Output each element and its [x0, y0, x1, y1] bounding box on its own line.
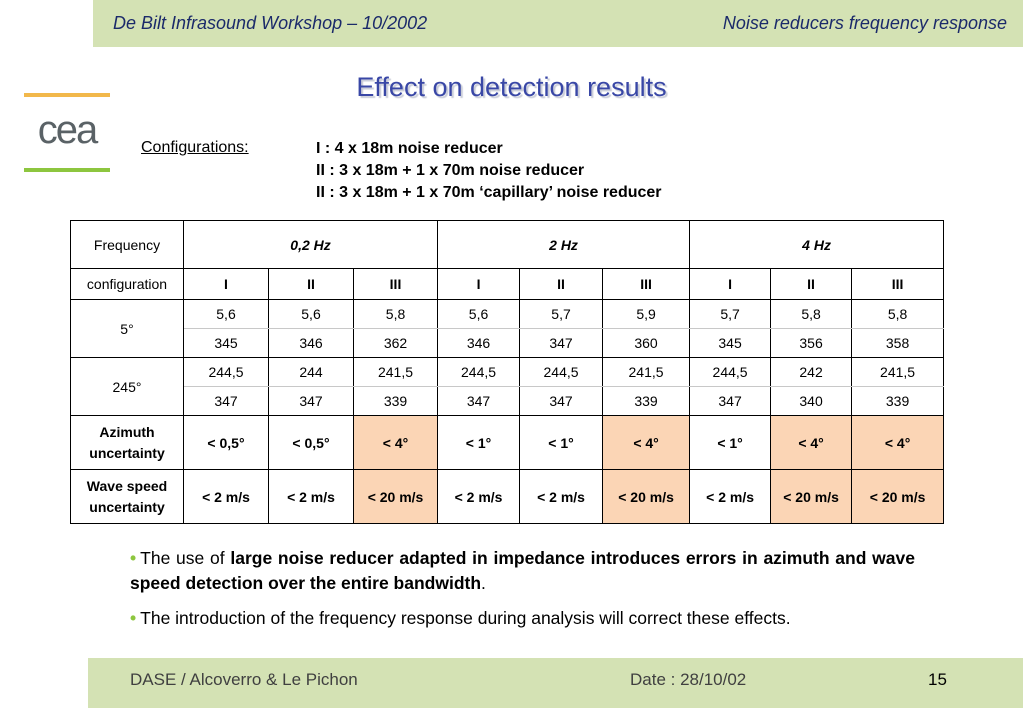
table-cell: 339	[354, 387, 438, 416]
footer-authors: DASE / Alcoverro & Le Pichon	[130, 670, 358, 689]
bullet-text: .	[481, 573, 486, 593]
configuration-cell: III	[603, 269, 690, 300]
table-cell: 244,5	[438, 358, 520, 387]
azimuth-uncertainty-cell: < 1°	[438, 416, 520, 470]
bullet-bold-text: large noise reducer adapted in impedance introduces errors in azimuth and wave speed detection over the entire bandwidth	[130, 548, 915, 593]
table-cell: 5,8	[354, 300, 438, 329]
frequency-cell: 2 Hz	[438, 221, 690, 269]
wave-speed-uncertainty-cell: < 2 m/s	[520, 470, 603, 524]
label-line: uncertainty	[89, 444, 165, 461]
table-cell: 242	[771, 358, 852, 387]
bullet-text: The use of	[140, 548, 231, 568]
table-cell: 360	[603, 329, 690, 358]
table-cell: 5,8	[852, 300, 944, 329]
configuration-line: II : 3 x 18m + 1 x 70m noise reducer	[316, 162, 585, 179]
wave-speed-uncertainty-row	[71, 470, 944, 524]
table-cell: 347	[269, 387, 354, 416]
azimuth-uncertainty-cell: < 4°	[354, 416, 438, 470]
table-cell: 5,6	[184, 300, 269, 329]
bullet-item	[130, 546, 915, 596]
configuration-cell: II	[520, 269, 603, 300]
wave-speed-uncertainty-cell: < 20 m/s	[852, 470, 944, 524]
configuration-cell: I	[184, 269, 269, 300]
bullet-list	[130, 546, 915, 641]
cea-logo	[24, 93, 112, 175]
configuration-line: II : 3 x 18m + 1 x 70m ‘capillary’ noise reducer	[316, 184, 662, 201]
frequency-cell: 0,2 Hz	[184, 221, 438, 269]
configuration-cell: II	[771, 269, 852, 300]
configurations-list	[316, 138, 662, 204]
azimuth-uncertainty-cell: < 0,5°	[184, 416, 269, 470]
label-line: Wave speed	[86, 477, 168, 494]
label-line: Azimuth	[99, 423, 155, 440]
configuration-row	[71, 269, 944, 300]
frequency-cell: 4 Hz	[690, 221, 944, 269]
logo-text: cea	[37, 108, 97, 152]
wave-speed-uncertainty-cell: < 2 m/s	[438, 470, 520, 524]
table-cell: 244,5	[520, 358, 603, 387]
configuration-line: I : 4 x 18m noise reducer	[316, 140, 503, 157]
azimuth-uncertainty-label	[71, 416, 184, 470]
bullet-text: The introduction of the frequency response during analysis will correct these effects.	[140, 608, 791, 628]
configuration-cell: I	[690, 269, 771, 300]
wave-speed-uncertainty-cell: < 20 m/s	[771, 470, 852, 524]
results-table	[70, 220, 944, 524]
table-cell: 362	[354, 329, 438, 358]
logo-bottom-line	[24, 168, 110, 172]
table-cell: 356	[771, 329, 852, 358]
wave-speed-uncertainty-cell: < 20 m/s	[354, 470, 438, 524]
table-row	[71, 358, 944, 387]
azimuth-uncertainty-row	[71, 416, 944, 470]
frequency-row	[71, 221, 944, 269]
table-cell: 346	[438, 329, 520, 358]
label-line: uncertainty	[89, 498, 165, 515]
table-cell: 5,9	[603, 300, 690, 329]
azimuth-uncertainty-cell: < 4°	[852, 416, 944, 470]
wave-speed-uncertainty-cell: < 2 m/s	[184, 470, 269, 524]
table-cell: 347	[184, 387, 269, 416]
table-cell: 5,6	[269, 300, 354, 329]
table-cell: 241,5	[603, 358, 690, 387]
azimuth-uncertainty-cell: < 1°	[690, 416, 771, 470]
configuration-cell: III	[354, 269, 438, 300]
bullet-item	[130, 606, 915, 631]
table-cell: 358	[852, 329, 944, 358]
table-cell: 244	[269, 358, 354, 387]
table-row	[71, 387, 944, 416]
configuration-cell: III	[852, 269, 944, 300]
table-cell: 244,5	[184, 358, 269, 387]
table-cell: 241,5	[354, 358, 438, 387]
slide-title: Effect on detection results	[356, 72, 667, 102]
azimuth-uncertainty-cell: < 4°	[603, 416, 690, 470]
table-cell: 347	[438, 387, 520, 416]
header-topic: Noise reducers frequency response	[722, 13, 1007, 33]
table-cell: 345	[184, 329, 269, 358]
table-cell: 345	[690, 329, 771, 358]
table-cell: 339	[603, 387, 690, 416]
table-cell: 346	[269, 329, 354, 358]
header-bar	[93, 0, 1023, 47]
wave-speed-uncertainty-cell: < 2 m/s	[269, 470, 354, 524]
frequency-header: Frequency	[71, 221, 184, 269]
azimuth-uncertainty-cell: < 4°	[771, 416, 852, 470]
configuration-cell: I	[438, 269, 520, 300]
table-cell: 347	[520, 387, 603, 416]
wave-speed-uncertainty-label	[71, 470, 184, 524]
bullet-icon: •	[130, 548, 137, 568]
table-cell: 5,8	[771, 300, 852, 329]
table-row	[71, 329, 944, 358]
table-cell: 347	[690, 387, 771, 416]
page-number: 15	[928, 670, 947, 689]
configuration-cell: II	[269, 269, 354, 300]
angle-label: 245°	[71, 358, 184, 416]
footer-date: Date : 28/10/02	[630, 670, 747, 689]
table-row	[71, 300, 944, 329]
table-cell: 339	[852, 387, 944, 416]
table-cell: 241,5	[852, 358, 944, 387]
table-cell: 340	[771, 387, 852, 416]
bullet-icon: •	[130, 608, 137, 628]
header-workshop-title: De Bilt Infrasound Workshop – 10/2002	[113, 13, 428, 33]
wave-speed-uncertainty-cell: < 20 m/s	[603, 470, 690, 524]
table-cell: 5,6	[438, 300, 520, 329]
azimuth-uncertainty-cell: < 1°	[520, 416, 603, 470]
configuration-header: configuration	[71, 269, 184, 300]
configurations-label: Configurations:	[141, 139, 249, 156]
table-cell: 5,7	[520, 300, 603, 329]
azimuth-uncertainty-cell: < 0,5°	[269, 416, 354, 470]
table-cell: 347	[520, 329, 603, 358]
angle-label: 5°	[71, 300, 184, 358]
footer-bar	[88, 658, 1023, 708]
table-cell: 244,5	[690, 358, 771, 387]
table-cell: 5,7	[690, 300, 771, 329]
wave-speed-uncertainty-cell: < 2 m/s	[690, 470, 771, 524]
